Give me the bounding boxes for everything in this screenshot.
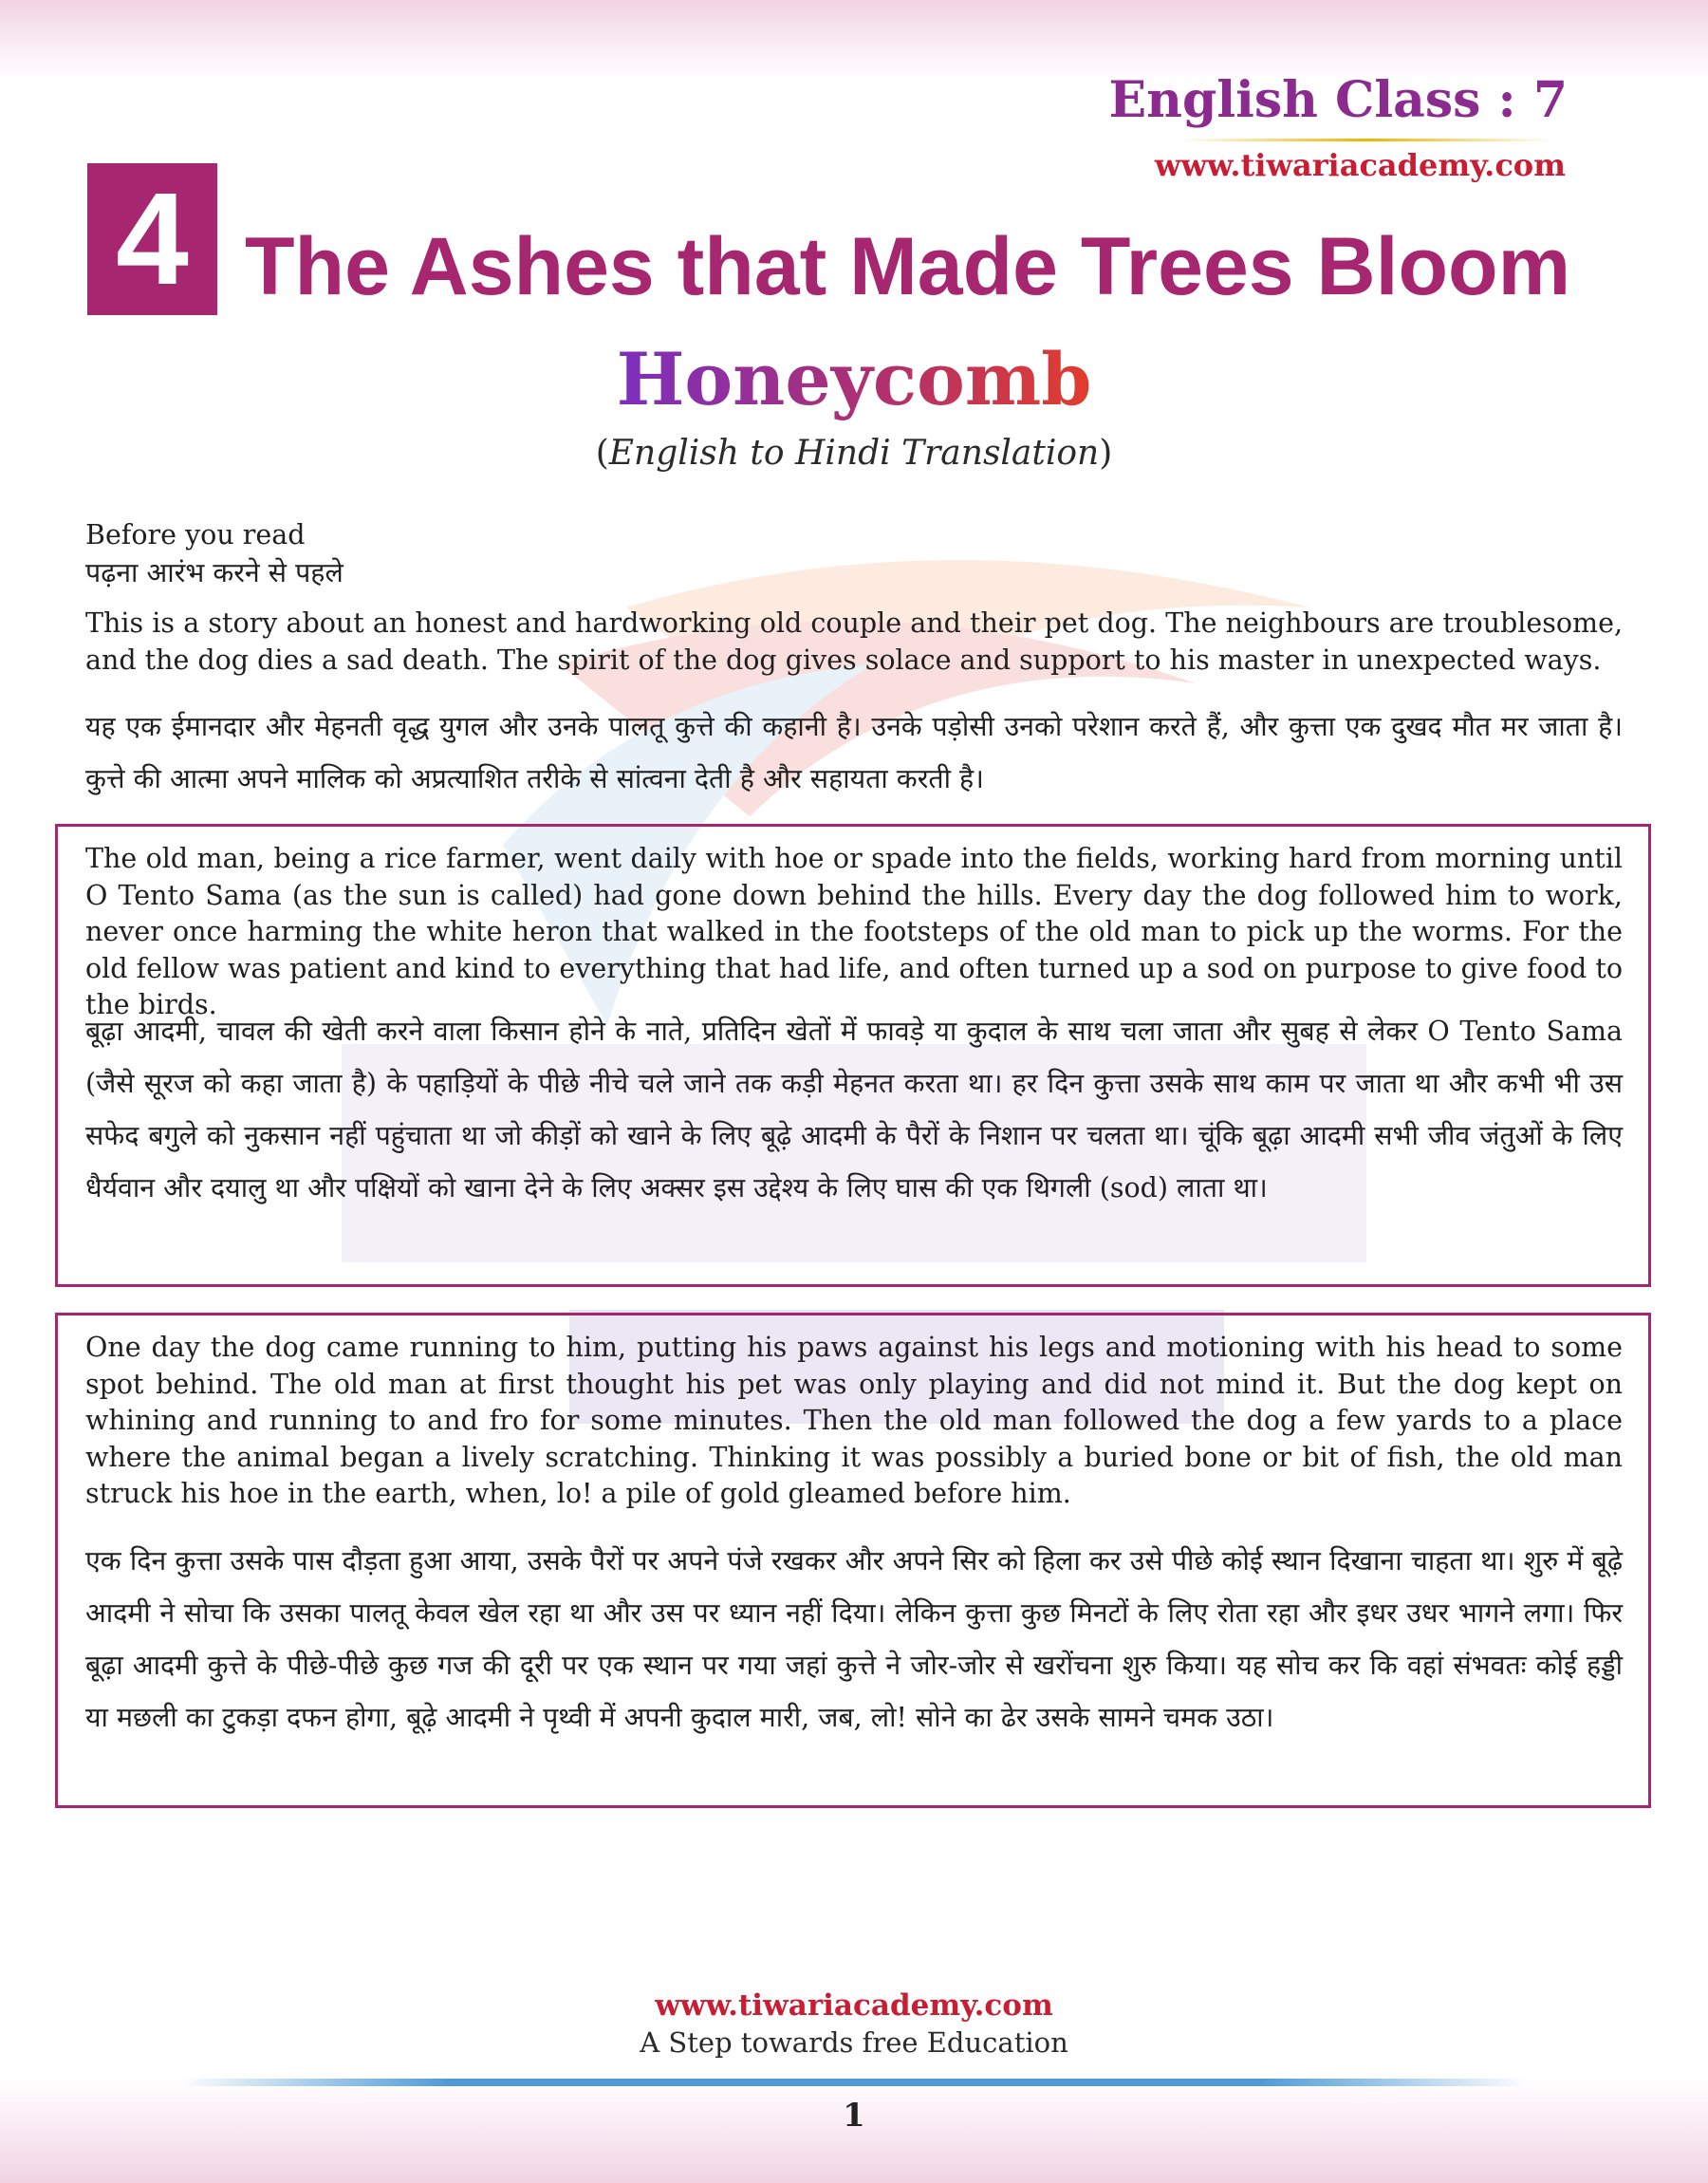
chapter-title: The Ashes that Made Trees Bloom bbox=[245, 221, 1571, 312]
intro-paragraph-hi: यह एक ईमानदार और मेहनती वृद्ध युगल और उनके पालतू कुत्ते की कहानी है। उनके पड़ोसी उनको परेशान करते हैं, और कुत्ता एक दुखद मौत मर जाता है। कुत्ते की आत्मा अपने मालिक को अप्रत्याशित तरीके से सांत्वना देती है और सहायता करती है। bbox=[85, 711, 1623, 794]
book-title-text: Honeycomb bbox=[616, 337, 1092, 421]
intro-heading-hi: पढ़ना आरंभ करने से पहले bbox=[85, 557, 343, 588]
class-label: English Class : 7 bbox=[1108, 71, 1568, 129]
page-number: 1 bbox=[843, 2097, 865, 2135]
class-label-underline bbox=[1181, 139, 1551, 141]
footer-divider bbox=[180, 2079, 1528, 2086]
subtitle-text: English to Hindi Translation bbox=[608, 434, 1100, 473]
header-band bbox=[0, 0, 1708, 81]
footer-tagline: A Step towards free Education bbox=[640, 2026, 1068, 2059]
box-1-paragraph-hi: बूढ़ा आदमी, चावल की खेती करने वाला किसान होने के नाते, प्रतिदिन खेतों में फावड़े या कुदाल के साथ चला जाता और सुबह से लेकर O Tento Sama (जैसे सूरज को कहा जाता है) के पहाड़ियों के पीछे नीचे चले जाने तक कड़ी मेहनत करता था। हर दिन कुत्ता उसके साथ काम पर जाता था और कभी भी उस सफेद बगुले को नुकसान नहीं पहुंचाता था जो कीड़ों को खाने के लिए बूढ़े आदमी के पैरों के निशान पर चलता था। चूंकि बूढ़ा आदमी सभी जीव जंतुओं के लिए धैर्यवान और दयालु था और पक्षियों को खाना देने के लिए अक्सर इस उद्देश्य के लिए घास की एक थिगली (sod) लाता था। bbox=[85, 1016, 1623, 1203]
box-2-paragraph-hi: एक दिन कुत्ता उसके पास दौड़ता हुआ आया, उसके पैरों पर अपने पंजे रखकर और अपने सिर को हिला कर उसे पीछे कोई स्थान दिखाना चाहता था। शुरु में बूढ़े आदमी ने सोचा कि उसका पालतू केवल खेल रहा था और उस पर ध्यान नहीं दिया। लेकिन कुत्ता कुछ मिनटों के लिए रोता रहा और इधर उधर भागने लगा। फिर बूढ़ा आदमी कुत्ते के पीछे-पीछे कुछ गज की दूरी पर एक स्थान पर गया जहां कुत्ते ने जोर-जोर से खरोंचना शुरु किया। यह सोच कर कि वहां संभवतः कोई हड्डी या मछली का टुकड़ा दफन होगा, बूढ़े आदमी ने पृथ्वी में अपनी कुदाल मारी, जब, लो! सोने का ढेर उसके सामने चमक उठा। bbox=[85, 1545, 1623, 1733]
footer-website-link[interactable]: www.tiwariacademy.com bbox=[655, 1988, 1053, 2023]
chapter-number-badge: 4 bbox=[87, 163, 217, 315]
subtitle-open-paren: ( bbox=[595, 434, 609, 473]
book-title bbox=[0, 337, 1708, 421]
subtitle-close-paren: ) bbox=[1099, 434, 1113, 473]
header-website-link[interactable]: www.tiwariacademy.com bbox=[1154, 147, 1566, 183]
box-2-paragraph-en: One day the dog came running to him, putting his paws against his legs and motioning with his head to some spot behind. The old man at first thought his pet was only playing and did not mind it. But the dog kept on whining and running to and fro for some minutes. Then the old man followed the dog a few yards to a place where the animal began a lively scratching. Thinking it was possibly a buried bone or bit of fish, the old man struck his hoe in the earth, when, lo! a pile of gold gleamed before him. bbox=[85, 1332, 1623, 1509]
intro-paragraph-en: This is a story about an honest and hardworking old couple and their pet dog. The neighbours are troublesome, and the dog dies a sad death. The spirit of the dog gives solace and support to his master in unexpected ways. bbox=[85, 607, 1623, 676]
subtitle bbox=[0, 434, 1708, 473]
intro-heading-en: Before you read bbox=[85, 519, 306, 550]
box-1-paragraph-en: The old man, being a rice farmer, went daily with hoe or spade into the fields, working hard from morning until O Tento Sama (as the sun is called) had gone down behind the hills. Every day the dog followed him to work, never once harming the white heron that walked in the footsteps of the old man to pick up the worms. For the old fellow was patient and kind to everything that had life, and often turned up a sod on purpose to give food to the birds. bbox=[85, 843, 1623, 1020]
